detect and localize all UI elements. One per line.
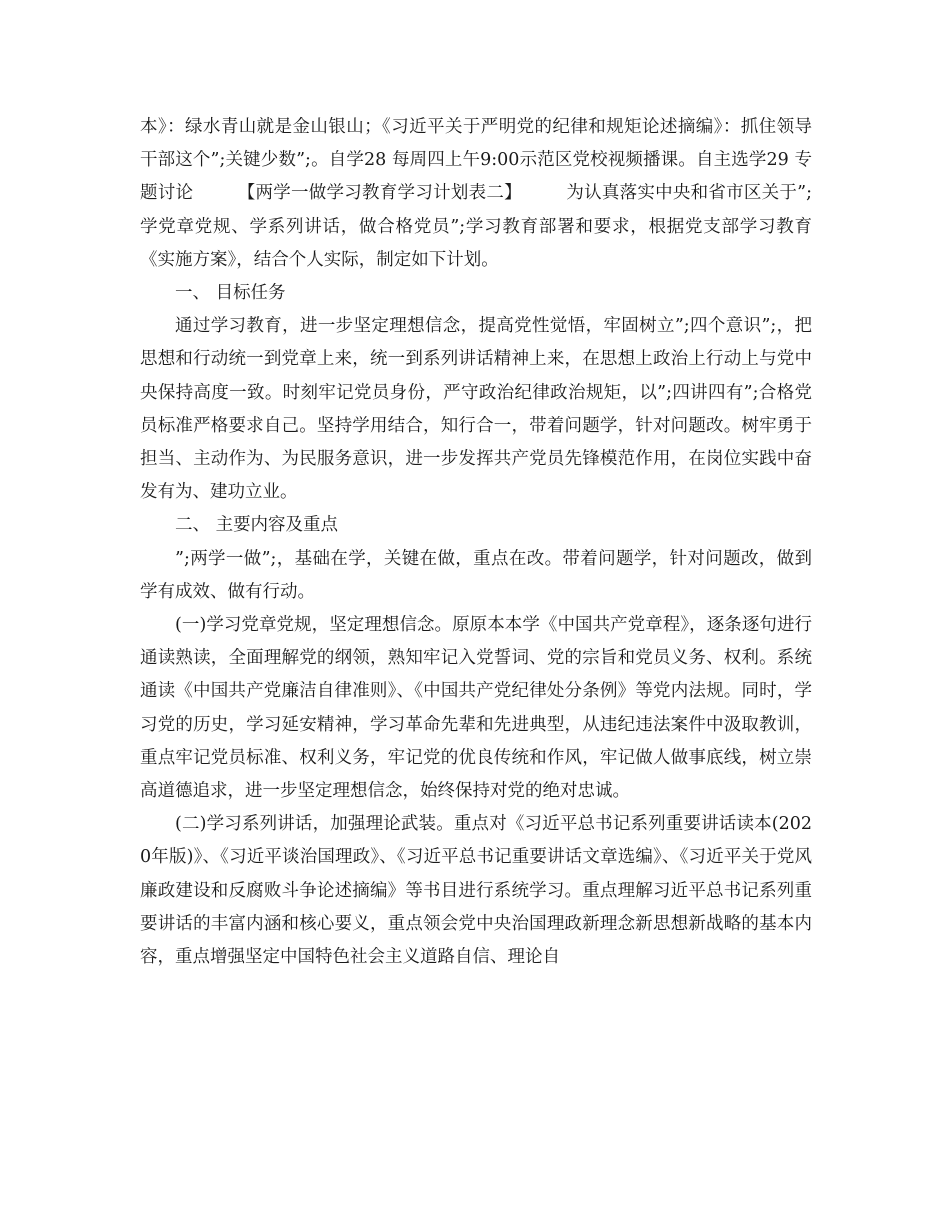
paragraph-item-two: (二)学习系列讲话，加强理论武装。重点对《习近平总书记系列重要讲话读本(2020年版)》、《习近平谈治国理政》、《习近平总书记重要讲话文章选编》、《习近平关于党风廉政建设和反腐败斗争论述摘编》等书目进行系统学习。重点理解习近平总书记系列重要讲话的丰富内涵和核心要义，重点领会党中央治国理政新理念新思想新战略的基本内容，重点增强坚定中国特色社会主义道路自信、理论自 [140,814,812,968]
document-body [140,111,812,974]
section-heading-goals: 一、 目标任务 [175,283,286,304]
paragraph-intro: 本》：绿水青山就是金山银山；《习近平关于严明党的纪律和规矩论述摘编》：抓住领导干部这个”;关键少数”;。自学28 每周四上午9:00示范区党校视频播课。自主选学29 专题讨论 【两学一做学习教育学习计划表二】 为认真落实中央和省市区关于”;学党章党规、学系列讲话，做合格党员”;学习教育部署和要求，根据党支部学习教育《实施方案》，结合个人实际，制定如下计划。 [140,117,812,270]
paragraph-goals: 通过学习教育，进一步坚定理想信念，提高党性觉悟，牢固树立”;四个意识”;，把思想和行动统一到党章上来，统一到系列讲话精神上来，在思想上政治上行动上与党中央保持高度一致。时刻牢记党员身份，严守政治纪律政治规矩，以”;四讲四有”;合格党员标准严格要求自己。坚持学用结合，知行合一，带着问题学，针对问题改。树牢勇于担当、主动作为、为民服务意识，进一步发挥共产党员先锋模范作用，在岗位实践中奋发有为、建功立业。 [140,316,812,503]
paragraph-item-one: (一)学习党章党规，坚定理想信念。原原本本学《中国共产党章程》，逐条逐句进行通读熟读，全面理解党的纲领，熟知牢记入党誓词、党的宗旨和党员义务、权利。系统通读《中国共产党廉洁自律准则》、《中国共产党纪律处分条例》等党内法规。同时，学习党的历史，学习延安精神，学习革命先辈和先进典型，从违纪违法案件中汲取教训，重点牢记党员标准、权利义务，牢记党的优良传统和作风，牢记做人做事底线，树立崇高道德追求，进一步坚定理想信念，始终保持对党的绝对忠诚。 [140,615,812,802]
section-heading-content: 二、 主要内容及重点 [175,515,339,536]
paragraph-content-summary: ”;两学一做”;，基础在学，关键在做，重点在改。带着问题学，针对问题改，做到学有成效、做有行动。 [140,548,812,602]
